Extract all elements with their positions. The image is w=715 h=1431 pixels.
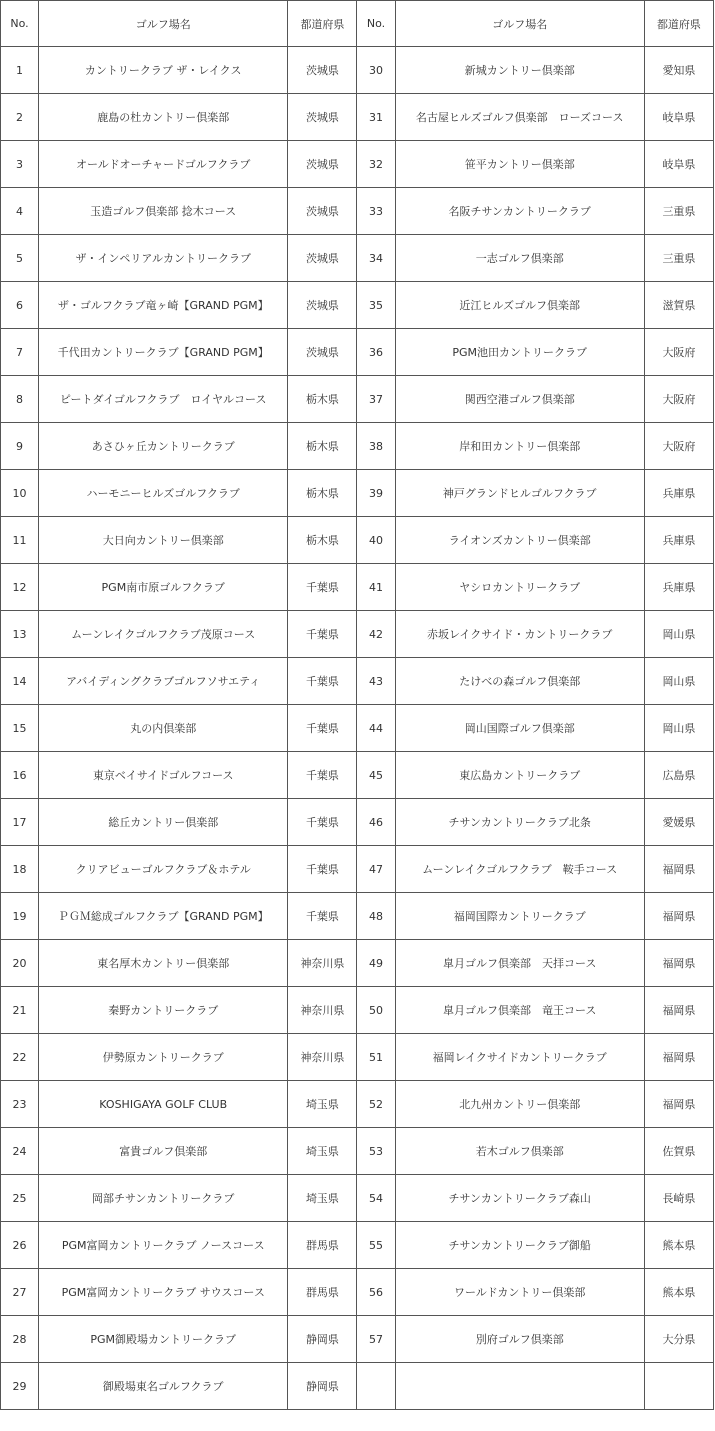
course-name-left: 秦野カントリークラブ xyxy=(39,987,288,1034)
prefecture-right: 滋賀県 xyxy=(644,282,713,329)
course-name-right: ムーンレイクゴルフクラブ 鞍手コース xyxy=(395,846,644,893)
course-name-left: PGM富岡カントリークラブ サウスコース xyxy=(39,1269,288,1316)
course-name-left: オールドオーチャードゴルフクラブ xyxy=(39,141,288,188)
course-number-left: 29 xyxy=(1,1363,39,1410)
prefecture-right xyxy=(644,1363,713,1410)
prefecture-left: 千葉県 xyxy=(288,705,357,752)
course-number-right: 45 xyxy=(357,752,395,799)
prefecture-left: 千葉県 xyxy=(288,893,357,940)
table-row xyxy=(1,752,714,799)
prefecture-right: 福岡県 xyxy=(644,1081,713,1128)
course-name-left: 御殿場東名ゴルフクラブ xyxy=(39,1363,288,1410)
course-name-left: 岡部チサンカントリークラブ xyxy=(39,1175,288,1222)
prefecture-left: 群馬県 xyxy=(288,1269,357,1316)
prefecture-left: 埼玉県 xyxy=(288,1128,357,1175)
course-number-left: 4 xyxy=(1,188,39,235)
table-row xyxy=(1,940,714,987)
course-number-left: 12 xyxy=(1,564,39,611)
course-number-left: 1 xyxy=(1,47,39,94)
course-name-left: 玉造ゴルフ倶楽部 捻木コース xyxy=(39,188,288,235)
course-number-left: 28 xyxy=(1,1316,39,1363)
course-name-left: 丸の内倶楽部 xyxy=(39,705,288,752)
course-name-left: PGM御殿場カントリークラブ xyxy=(39,1316,288,1363)
prefecture-left: 千葉県 xyxy=(288,846,357,893)
course-name-right: 岸和田カントリー倶楽部 xyxy=(395,423,644,470)
course-name-right: チサンカントリークラブ森山 xyxy=(395,1175,644,1222)
course-number-right: 33 xyxy=(357,188,395,235)
course-name-left: 東名厚木カントリー倶楽部 xyxy=(39,940,288,987)
course-name-right: 笹平カントリー倶楽部 xyxy=(395,141,644,188)
course-number-right: 47 xyxy=(357,846,395,893)
table-row xyxy=(1,658,714,705)
course-number-left: 24 xyxy=(1,1128,39,1175)
course-name-right: ヤシロカントリークラブ xyxy=(395,564,644,611)
prefecture-left: 千葉県 xyxy=(288,799,357,846)
course-number-right: 50 xyxy=(357,987,395,1034)
course-name-right: 岡山国際ゴルフ倶楽部 xyxy=(395,705,644,752)
course-number-left: 6 xyxy=(1,282,39,329)
course-number-left: 11 xyxy=(1,517,39,564)
prefecture-right: 大分県 xyxy=(644,1316,713,1363)
prefecture-right: 大阪府 xyxy=(644,329,713,376)
course-name-right: たけべの森ゴルフ倶楽部 xyxy=(395,658,644,705)
course-name-right: 赤坂レイクサイド・カントリークラブ xyxy=(395,611,644,658)
course-number-left: 15 xyxy=(1,705,39,752)
prefecture-left: 神奈川県 xyxy=(288,987,357,1034)
course-name-left: ピートダイゴルフクラブ ロイヤルコース xyxy=(39,376,288,423)
prefecture-right: 福岡県 xyxy=(644,1034,713,1081)
prefecture-right: 岐阜県 xyxy=(644,141,713,188)
prefecture-left: 茨城県 xyxy=(288,282,357,329)
course-number-right: 48 xyxy=(357,893,395,940)
course-name-right: 近江ヒルズゴルフ倶楽部 xyxy=(395,282,644,329)
course-name-left: ザ・インペリアルカントリークラブ xyxy=(39,235,288,282)
prefecture-left: 静岡県 xyxy=(288,1316,357,1363)
course-number-right: 32 xyxy=(357,141,395,188)
prefecture-right: 愛知県 xyxy=(644,47,713,94)
prefecture-left: 栃木県 xyxy=(288,376,357,423)
course-name-left: 鹿島の杜カントリー倶楽部 xyxy=(39,94,288,141)
prefecture-right: 佐賀県 xyxy=(644,1128,713,1175)
prefecture-left: 茨城県 xyxy=(288,47,357,94)
prefecture-right: 長崎県 xyxy=(644,1175,713,1222)
course-name-right: ワールドカントリー倶楽部 xyxy=(395,1269,644,1316)
table-row xyxy=(1,1034,714,1081)
course-name-right: 皐月ゴルフ倶楽部 天拝コース xyxy=(395,940,644,987)
prefecture-left: 静岡県 xyxy=(288,1363,357,1410)
prefecture-right: 岡山県 xyxy=(644,658,713,705)
course-name-right: 福岡国際カントリークラブ xyxy=(395,893,644,940)
course-number-right: 53 xyxy=(357,1128,395,1175)
prefecture-right: 兵庫県 xyxy=(644,517,713,564)
course-number-right: 52 xyxy=(357,1081,395,1128)
table-row xyxy=(1,188,714,235)
prefecture-right: 兵庫県 xyxy=(644,564,713,611)
course-name-left: 千代田カントリークラブ【GRAND PGM】 xyxy=(39,329,288,376)
table-row xyxy=(1,1363,714,1410)
header-no-right: No. xyxy=(357,1,395,47)
course-name-right xyxy=(395,1363,644,1410)
prefecture-right: 岡山県 xyxy=(644,705,713,752)
table-row xyxy=(1,799,714,846)
course-name-left: 総丘カントリー倶楽部 xyxy=(39,799,288,846)
table-row xyxy=(1,893,714,940)
table-row xyxy=(1,1128,714,1175)
prefecture-left: 埼玉県 xyxy=(288,1081,357,1128)
course-number-right: 30 xyxy=(357,47,395,94)
course-number-left: 26 xyxy=(1,1222,39,1269)
table-row xyxy=(1,1222,714,1269)
table-row xyxy=(1,282,714,329)
prefecture-left: 栃木県 xyxy=(288,517,357,564)
course-name-left: アバイディングクラブゴルフソサエティ xyxy=(39,658,288,705)
table-row xyxy=(1,47,714,94)
course-name-right: 北九州カントリー倶楽部 xyxy=(395,1081,644,1128)
course-number-right: 49 xyxy=(357,940,395,987)
prefecture-right: 大阪府 xyxy=(644,423,713,470)
course-name-right: 一志ゴルフ倶楽部 xyxy=(395,235,644,282)
prefecture-left: 千葉県 xyxy=(288,564,357,611)
table-row xyxy=(1,1269,714,1316)
course-name-right: ライオンズカントリー倶楽部 xyxy=(395,517,644,564)
course-name-left: ハーモニーヒルズゴルフクラブ xyxy=(39,470,288,517)
table-row xyxy=(1,564,714,611)
prefecture-right: 熊本県 xyxy=(644,1269,713,1316)
course-name-right: 新城カントリー倶楽部 xyxy=(395,47,644,94)
course-number-left: 7 xyxy=(1,329,39,376)
table-row xyxy=(1,470,714,517)
header-no-left: No. xyxy=(1,1,39,47)
prefecture-left: 茨城県 xyxy=(288,329,357,376)
course-number-right: 43 xyxy=(357,658,395,705)
course-number-right: 37 xyxy=(357,376,395,423)
table-row xyxy=(1,329,714,376)
prefecture-right: 福岡県 xyxy=(644,940,713,987)
course-number-left: 10 xyxy=(1,470,39,517)
table-row xyxy=(1,1175,714,1222)
prefecture-right: 熊本県 xyxy=(644,1222,713,1269)
prefecture-left: 千葉県 xyxy=(288,658,357,705)
course-number-right: 57 xyxy=(357,1316,395,1363)
course-number-left: 5 xyxy=(1,235,39,282)
prefecture-left: 群馬県 xyxy=(288,1222,357,1269)
course-number-left: 20 xyxy=(1,940,39,987)
course-number-right: 46 xyxy=(357,799,395,846)
course-number-right: 55 xyxy=(357,1222,395,1269)
course-number-right: 35 xyxy=(357,282,395,329)
course-number-right: 41 xyxy=(357,564,395,611)
course-name-left: カントリークラブ ザ・レイクス xyxy=(39,47,288,94)
course-number-right: 40 xyxy=(357,517,395,564)
prefecture-left: 神奈川県 xyxy=(288,1034,357,1081)
table-row xyxy=(1,611,714,658)
table-row xyxy=(1,846,714,893)
prefecture-right: 三重県 xyxy=(644,235,713,282)
table-row xyxy=(1,141,714,188)
course-number-left: 2 xyxy=(1,94,39,141)
prefecture-right: 福岡県 xyxy=(644,846,713,893)
table-body xyxy=(1,47,714,1410)
course-name-right: 神戸グランドヒルゴルフクラブ xyxy=(395,470,644,517)
table-row xyxy=(1,376,714,423)
course-number-right: 34 xyxy=(357,235,395,282)
course-number-left: 21 xyxy=(1,987,39,1034)
table-row xyxy=(1,517,714,564)
course-number-right: 54 xyxy=(357,1175,395,1222)
course-number-right: 39 xyxy=(357,470,395,517)
course-number-left: 14 xyxy=(1,658,39,705)
course-name-left: PGM富岡カントリークラブ ノースコース xyxy=(39,1222,288,1269)
course-number-right: 31 xyxy=(357,94,395,141)
course-number-left: 16 xyxy=(1,752,39,799)
header-row xyxy=(1,1,714,47)
course-number-left: 9 xyxy=(1,423,39,470)
header-name-right: ゴルフ場名 xyxy=(395,1,644,47)
course-number-left: 25 xyxy=(1,1175,39,1222)
course-number-left: 8 xyxy=(1,376,39,423)
prefecture-left: 茨城県 xyxy=(288,235,357,282)
prefecture-left: 埼玉県 xyxy=(288,1175,357,1222)
course-name-left: 大日向カントリー倶楽部 xyxy=(39,517,288,564)
course-number-right xyxy=(357,1363,395,1410)
prefecture-left: 栃木県 xyxy=(288,470,357,517)
course-number-right: 36 xyxy=(357,329,395,376)
prefecture-left: 茨城県 xyxy=(288,188,357,235)
table-row xyxy=(1,94,714,141)
prefecture-right: 大阪府 xyxy=(644,376,713,423)
header-pref-left: 都道府県 xyxy=(288,1,357,47)
course-name-left: ムーンレイクゴルフクラブ茂原コース xyxy=(39,611,288,658)
prefecture-right: 岐阜県 xyxy=(644,94,713,141)
course-name-right: 別府ゴルフ倶楽部 xyxy=(395,1316,644,1363)
prefecture-left: 千葉県 xyxy=(288,611,357,658)
table-row xyxy=(1,1316,714,1363)
course-name-left: 伊勢原カントリークラブ xyxy=(39,1034,288,1081)
course-name-right: チサンカントリークラブ北条 xyxy=(395,799,644,846)
prefecture-left: 茨城県 xyxy=(288,94,357,141)
course-number-right: 44 xyxy=(357,705,395,752)
prefecture-right: 広島県 xyxy=(644,752,713,799)
course-name-left: 富貴ゴルフ倶楽部 xyxy=(39,1128,288,1175)
table-row xyxy=(1,235,714,282)
prefecture-left: 茨城県 xyxy=(288,141,357,188)
prefecture-right: 兵庫県 xyxy=(644,470,713,517)
course-name-right: チサンカントリークラブ御船 xyxy=(395,1222,644,1269)
course-name-right: 東広島カントリークラブ xyxy=(395,752,644,799)
prefecture-right: 愛媛県 xyxy=(644,799,713,846)
prefecture-right: 福岡県 xyxy=(644,987,713,1034)
course-name-left: ザ・ゴルフクラブ竜ヶ崎【GRAND PGM】 xyxy=(39,282,288,329)
course-number-right: 51 xyxy=(357,1034,395,1081)
course-name-right: PGM池田カントリークラブ xyxy=(395,329,644,376)
course-name-left: KOSHIGAYA GOLF CLUB xyxy=(39,1081,288,1128)
prefecture-right: 三重県 xyxy=(644,188,713,235)
course-number-left: 17 xyxy=(1,799,39,846)
course-name-left: 東京ベイサイドゴルフコース xyxy=(39,752,288,799)
course-name-right: 関西空港ゴルフ倶楽部 xyxy=(395,376,644,423)
table-row xyxy=(1,987,714,1034)
course-number-right: 42 xyxy=(357,611,395,658)
course-name-left: PGM南市原ゴルフクラブ xyxy=(39,564,288,611)
course-name-right: 若木ゴルフ倶楽部 xyxy=(395,1128,644,1175)
course-number-right: 56 xyxy=(357,1269,395,1316)
header-pref-right: 都道府県 xyxy=(644,1,713,47)
prefecture-right: 岡山県 xyxy=(644,611,713,658)
header-name-left: ゴルフ場名 xyxy=(39,1,288,47)
course-number-left: 22 xyxy=(1,1034,39,1081)
table-row xyxy=(1,423,714,470)
course-name-right: 皐月ゴルフ倶楽部 竜王コース xyxy=(395,987,644,1034)
course-name-left: ＰＧＭ総成ゴルフクラブ【GRAND PGM】 xyxy=(39,893,288,940)
course-number-left: 13 xyxy=(1,611,39,658)
prefecture-left: 栃木県 xyxy=(288,423,357,470)
course-name-left: あさひヶ丘カントリークラブ xyxy=(39,423,288,470)
course-number-right: 38 xyxy=(357,423,395,470)
course-number-left: 23 xyxy=(1,1081,39,1128)
prefecture-right: 福岡県 xyxy=(644,893,713,940)
course-name-right: 名古屋ヒルズゴルフ倶楽部 ローズコース xyxy=(395,94,644,141)
course-number-left: 19 xyxy=(1,893,39,940)
prefecture-left: 神奈川県 xyxy=(288,940,357,987)
course-number-left: 3 xyxy=(1,141,39,188)
course-name-right: 福岡レイクサイドカントリークラブ xyxy=(395,1034,644,1081)
course-name-right: 名阪チサンカントリークラブ xyxy=(395,188,644,235)
prefecture-left: 千葉県 xyxy=(288,752,357,799)
course-name-left: クリアビューゴルフクラブ＆ホテル xyxy=(39,846,288,893)
course-number-left: 18 xyxy=(1,846,39,893)
table-row xyxy=(1,1081,714,1128)
table-row xyxy=(1,705,714,752)
course-number-left: 27 xyxy=(1,1269,39,1316)
